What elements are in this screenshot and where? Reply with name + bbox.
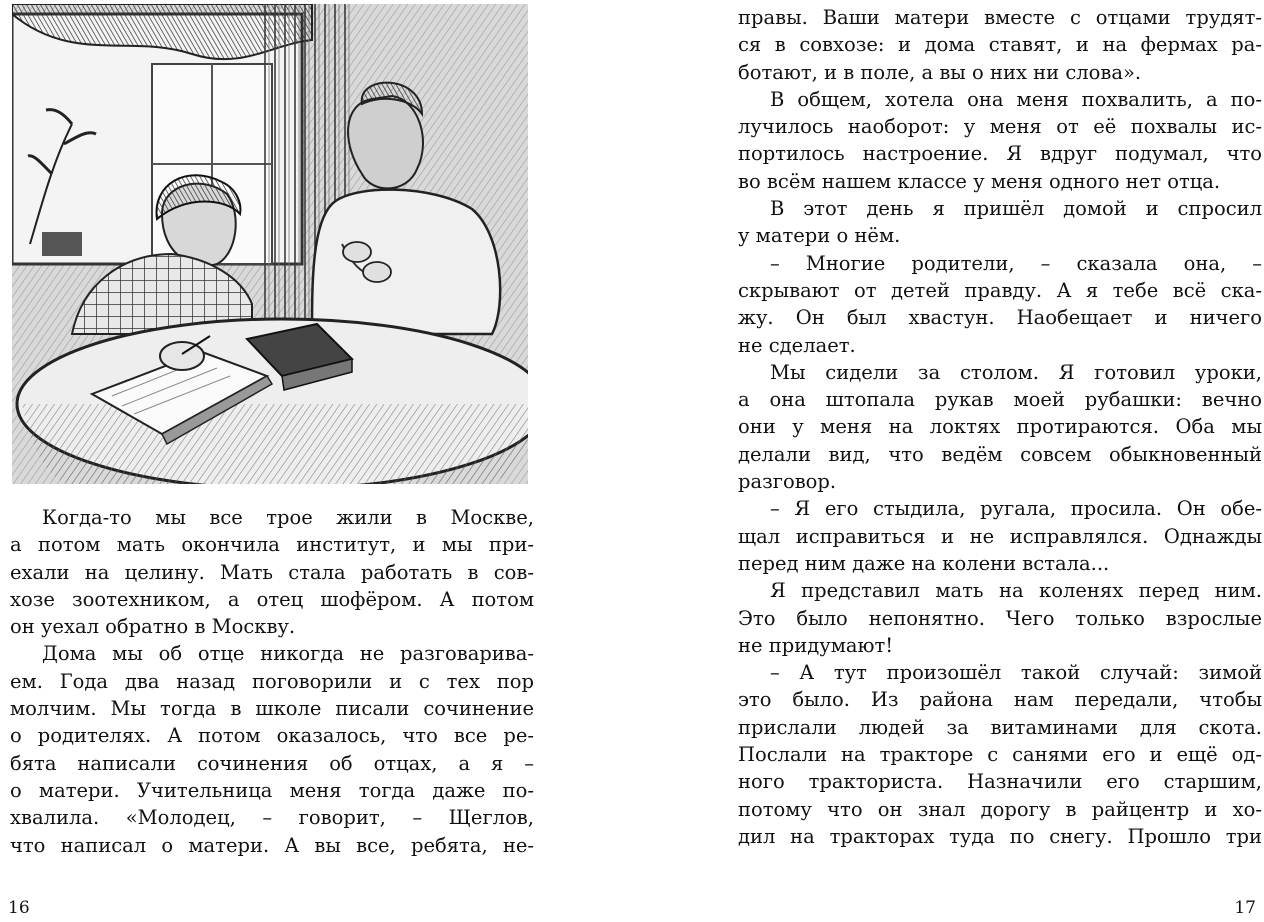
- text-line: бята написали сочинения об отцах, а я –: [10, 751, 534, 775]
- text-line: они у меня на локтях протираются. Оба мы: [738, 415, 1262, 439]
- text-line: не сделает.: [738, 333, 856, 357]
- text-line: ся в совхозе: и дома ставят, и на фермах ра-: [738, 33, 1262, 57]
- text-line: во всём нашем классе у меня одного нет отца.: [738, 169, 1221, 193]
- text-line: Я представил мать на коленях перед ним.: [770, 579, 1262, 603]
- text-line: делали вид, что ведём совсем обыкновенный: [738, 442, 1262, 466]
- text-line: В этот день я пришёл домой и спросил: [770, 197, 1262, 221]
- text-line: о матери. Учительница меня тогда даже по-: [10, 778, 534, 802]
- text-line: хозе зоотехником, а отец шофёром. А потом: [10, 587, 534, 611]
- text-line: дил на тракторах туда по снегу. Прошло три: [738, 824, 1262, 848]
- text-line: Послали на тракторе с санями его и ещё од-: [738, 743, 1262, 767]
- text-line: потому что он знал дорогу в райцентр и хо-: [738, 797, 1262, 821]
- page-number-left: 16: [8, 898, 30, 918]
- left-page-text: [10, 504, 534, 859]
- text-line: ного тракториста. Назначили его старшим,: [738, 770, 1262, 794]
- text-line: Дома мы об отце никогда не разговарива-: [42, 642, 534, 666]
- text-line: молчим. Мы тогда в школе писали сочинение: [10, 697, 534, 721]
- text-line: – Я его стыдила, ругала, просила. Он обе-: [770, 497, 1262, 521]
- text-line: ботают, и в поле, а вы о них ни слова».: [738, 60, 1142, 84]
- text-line: перед ним даже на колени встала...: [738, 551, 1110, 575]
- text-line: Мы сидели за столом. Я готовил уроки,: [770, 360, 1262, 384]
- illustration: [12, 4, 528, 484]
- text-line: он уехал обратно в Москву.: [10, 615, 296, 639]
- text-line: ехали на целину. Мать стала работать в сов-: [10, 560, 534, 584]
- text-line: не придумают!: [738, 633, 894, 657]
- text-line: прислали людей за витаминами для скота.: [738, 715, 1262, 739]
- right-page-text: [738, 4, 1262, 850]
- text-line: щал исправиться и не исправлялся. Однажды: [738, 524, 1262, 548]
- text-line: а потом мать окончила институт, и мы при-: [10, 533, 534, 557]
- text-line: жу. Он был хвастун. Наобещает и ничего: [738, 306, 1262, 330]
- text-line: у матери о нём.: [738, 224, 901, 248]
- text-line: о родителях. А потом оказалось, что все ре-: [10, 724, 534, 748]
- right-page: [632, 0, 1264, 922]
- text-line: Это было непонятно. Чего только взрослые: [738, 606, 1262, 630]
- text-line: правы. Ваши матери вместе с отцами трудят-: [738, 6, 1262, 29]
- text-line: В общем, хотела она меня похвалить, а по-: [770, 87, 1262, 111]
- text-line: хвалила. «Молодец, – говорит, – Щеглов,: [10, 806, 534, 830]
- text-line: Когда-то мы все трое жили в Москве,: [42, 506, 534, 529]
- text-line: – Многие родители, – сказала она, –: [770, 251, 1262, 275]
- text-line: портилось настроение. Я вдруг подумал, что: [738, 142, 1262, 166]
- text-line: что написал о матери. А вы все, ребята, не-: [10, 833, 534, 857]
- text-line: ем. Года два назад поговорили и с тех пор: [10, 669, 534, 693]
- text-line: лучилось наоборот: у меня от её похвалы ис-: [738, 115, 1262, 139]
- text-line: – А тут произошёл такой случай: зимой: [770, 661, 1262, 685]
- text-line: а она штопала рукав моей рубашки: вечно: [738, 388, 1262, 412]
- text-line: скрывают от детей правду. А я тебе всё ска-: [738, 278, 1262, 302]
- text-line: это было. Из района нам передали, чтобы: [738, 688, 1262, 712]
- page-number-right: 17: [1234, 898, 1256, 918]
- illustration-drawing: [12, 4, 528, 484]
- text-line: разговор.: [738, 470, 837, 494]
